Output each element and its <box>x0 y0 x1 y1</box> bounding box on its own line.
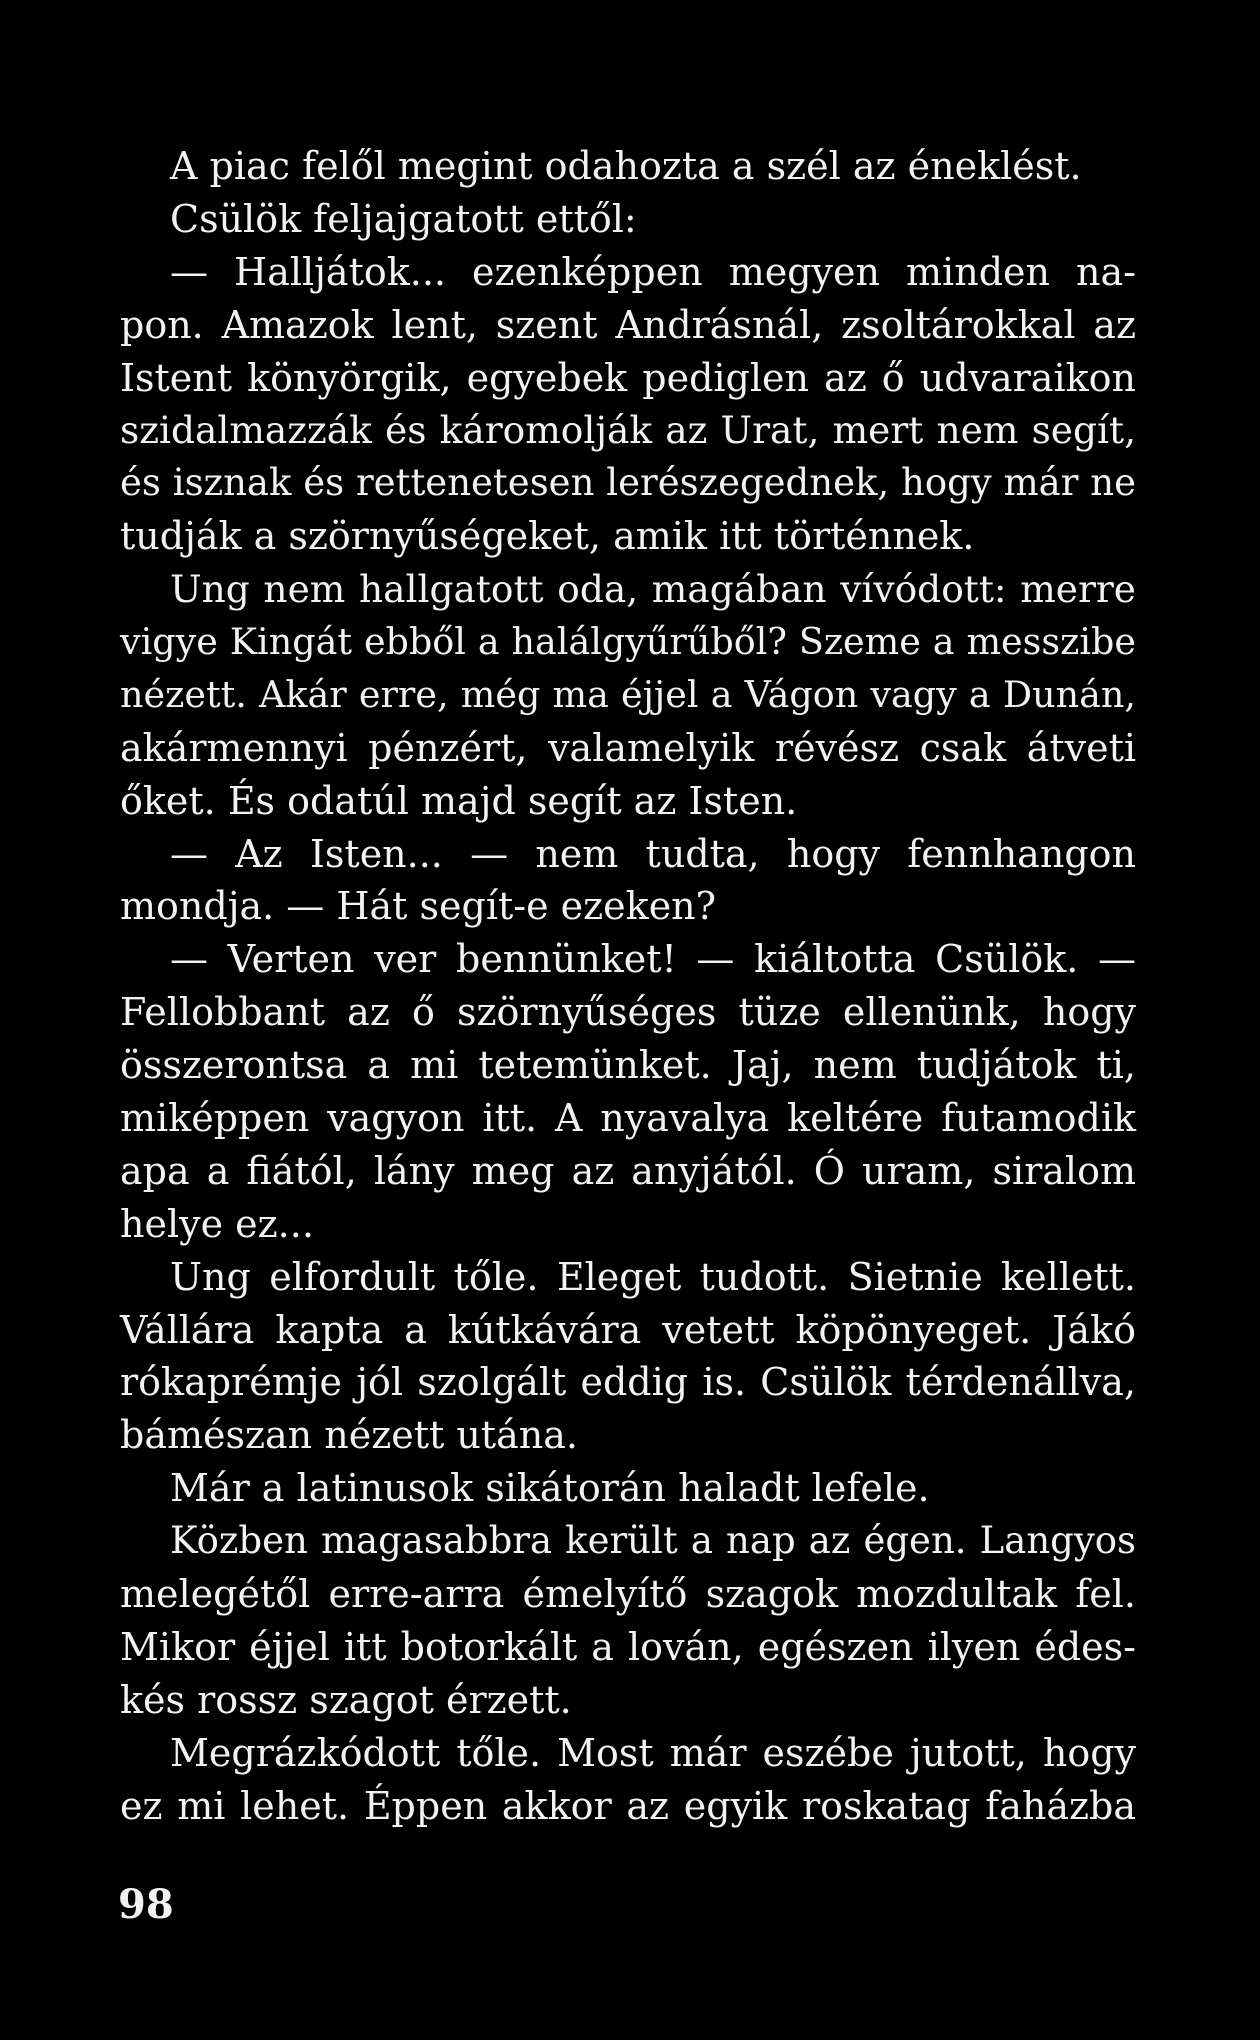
text-line: A piac felől megint odahozta a szél az éneklést. <box>170 144 1082 188</box>
text-line: őket. És odatúl majd segít az Isten. <box>120 778 798 823</box>
text-line: apa a fiától, lány meg az anyjától. Ó uram, siralom <box>120 1148 1136 1193</box>
text-line: pon. Amazok lent, szent Andrásnál, zsoltárokkal az <box>120 302 1136 347</box>
text-line: helye ez... <box>120 1201 314 1246</box>
text-line: Ung nem hallgatott oda, magában vívódott: merre <box>170 567 1136 612</box>
text-line: Fellobbant az ő szörnyűséges tüze ellenünk, hogy <box>120 990 1136 1035</box>
text-line: — Az Isten... — nem tudta, hogy fennhangon <box>170 831 1136 876</box>
text-line: melegétől erre-arra émelyítő szagok mozdultak fel. <box>120 1572 1136 1617</box>
text-line: — Halljátok... ezenképpen megyen minden na- <box>170 249 1136 294</box>
text-line: Ung elfordult tőle. Eleget tudott. Sietnie kellett. <box>170 1254 1136 1299</box>
text-line: tudják a szörnyűségeket, amik itt történnek. <box>120 514 975 559</box>
text-line: mondja. — Hát segít-e ezeken? <box>120 884 717 929</box>
text-line: miképpen vagyon itt. A nyavalya keltére futamodik <box>120 1096 1136 1141</box>
text-line: Istent könyörgik, egyebek pediglen az ő udvaraikon <box>120 355 1136 400</box>
text-line: Megrázkódott tőle. Most már eszébe jutott, hogy <box>170 1730 1136 1775</box>
body-text <box>120 140 1136 1833</box>
text-line: vigye Kingát ebből a halálgyűrűből? Szeme a messzibe <box>120 620 1136 664</box>
text-line: — Verten ver bennünket! — kiáltotta Csülök. — <box>170 937 1136 982</box>
text-line: rókaprémje jól szolgált eddig is. Csülök térdenállva, <box>120 1360 1136 1405</box>
text-line: nézett. Akár erre, még ma éjjel a Vágon vagy a Dunán, <box>120 672 1136 716</box>
text-line: kés rossz szagot érzett. <box>120 1677 572 1722</box>
text-line: Közben magasabbra került a nap az égen. Langyos <box>170 1519 1136 1563</box>
text-line: szidalmazzák és káromolják az Urat, mert nem segít, <box>120 408 1136 453</box>
text-line: bámészan nézett utána. <box>120 1413 578 1458</box>
text-line: Vállára kapta a kútkávára vetett köpönyeget. Jákó <box>120 1307 1136 1352</box>
text-line: ez mi lehet. Éppen akkor az egyik roskatag faházba <box>120 1783 1136 1828</box>
text-line: Mikor éjjel itt botorkált a lován, egészen ilyen édes- <box>120 1624 1136 1669</box>
text-line: és isznak és rettenetesen lerészegednek, hogy már ne <box>120 461 1136 505</box>
text-line: akármennyi pénzért, valamelyik révész csak átveti <box>120 725 1136 770</box>
text-line: Csülök feljajgatott ettől: <box>170 196 637 241</box>
page-number: 98 <box>118 1881 174 1928</box>
text-line: összerontsa a mi tetemünket. Jaj, nem tudjátok ti, <box>120 1043 1136 1088</box>
text-line: Már a latinusok sikátorán haladt lefele. <box>170 1466 930 1511</box>
